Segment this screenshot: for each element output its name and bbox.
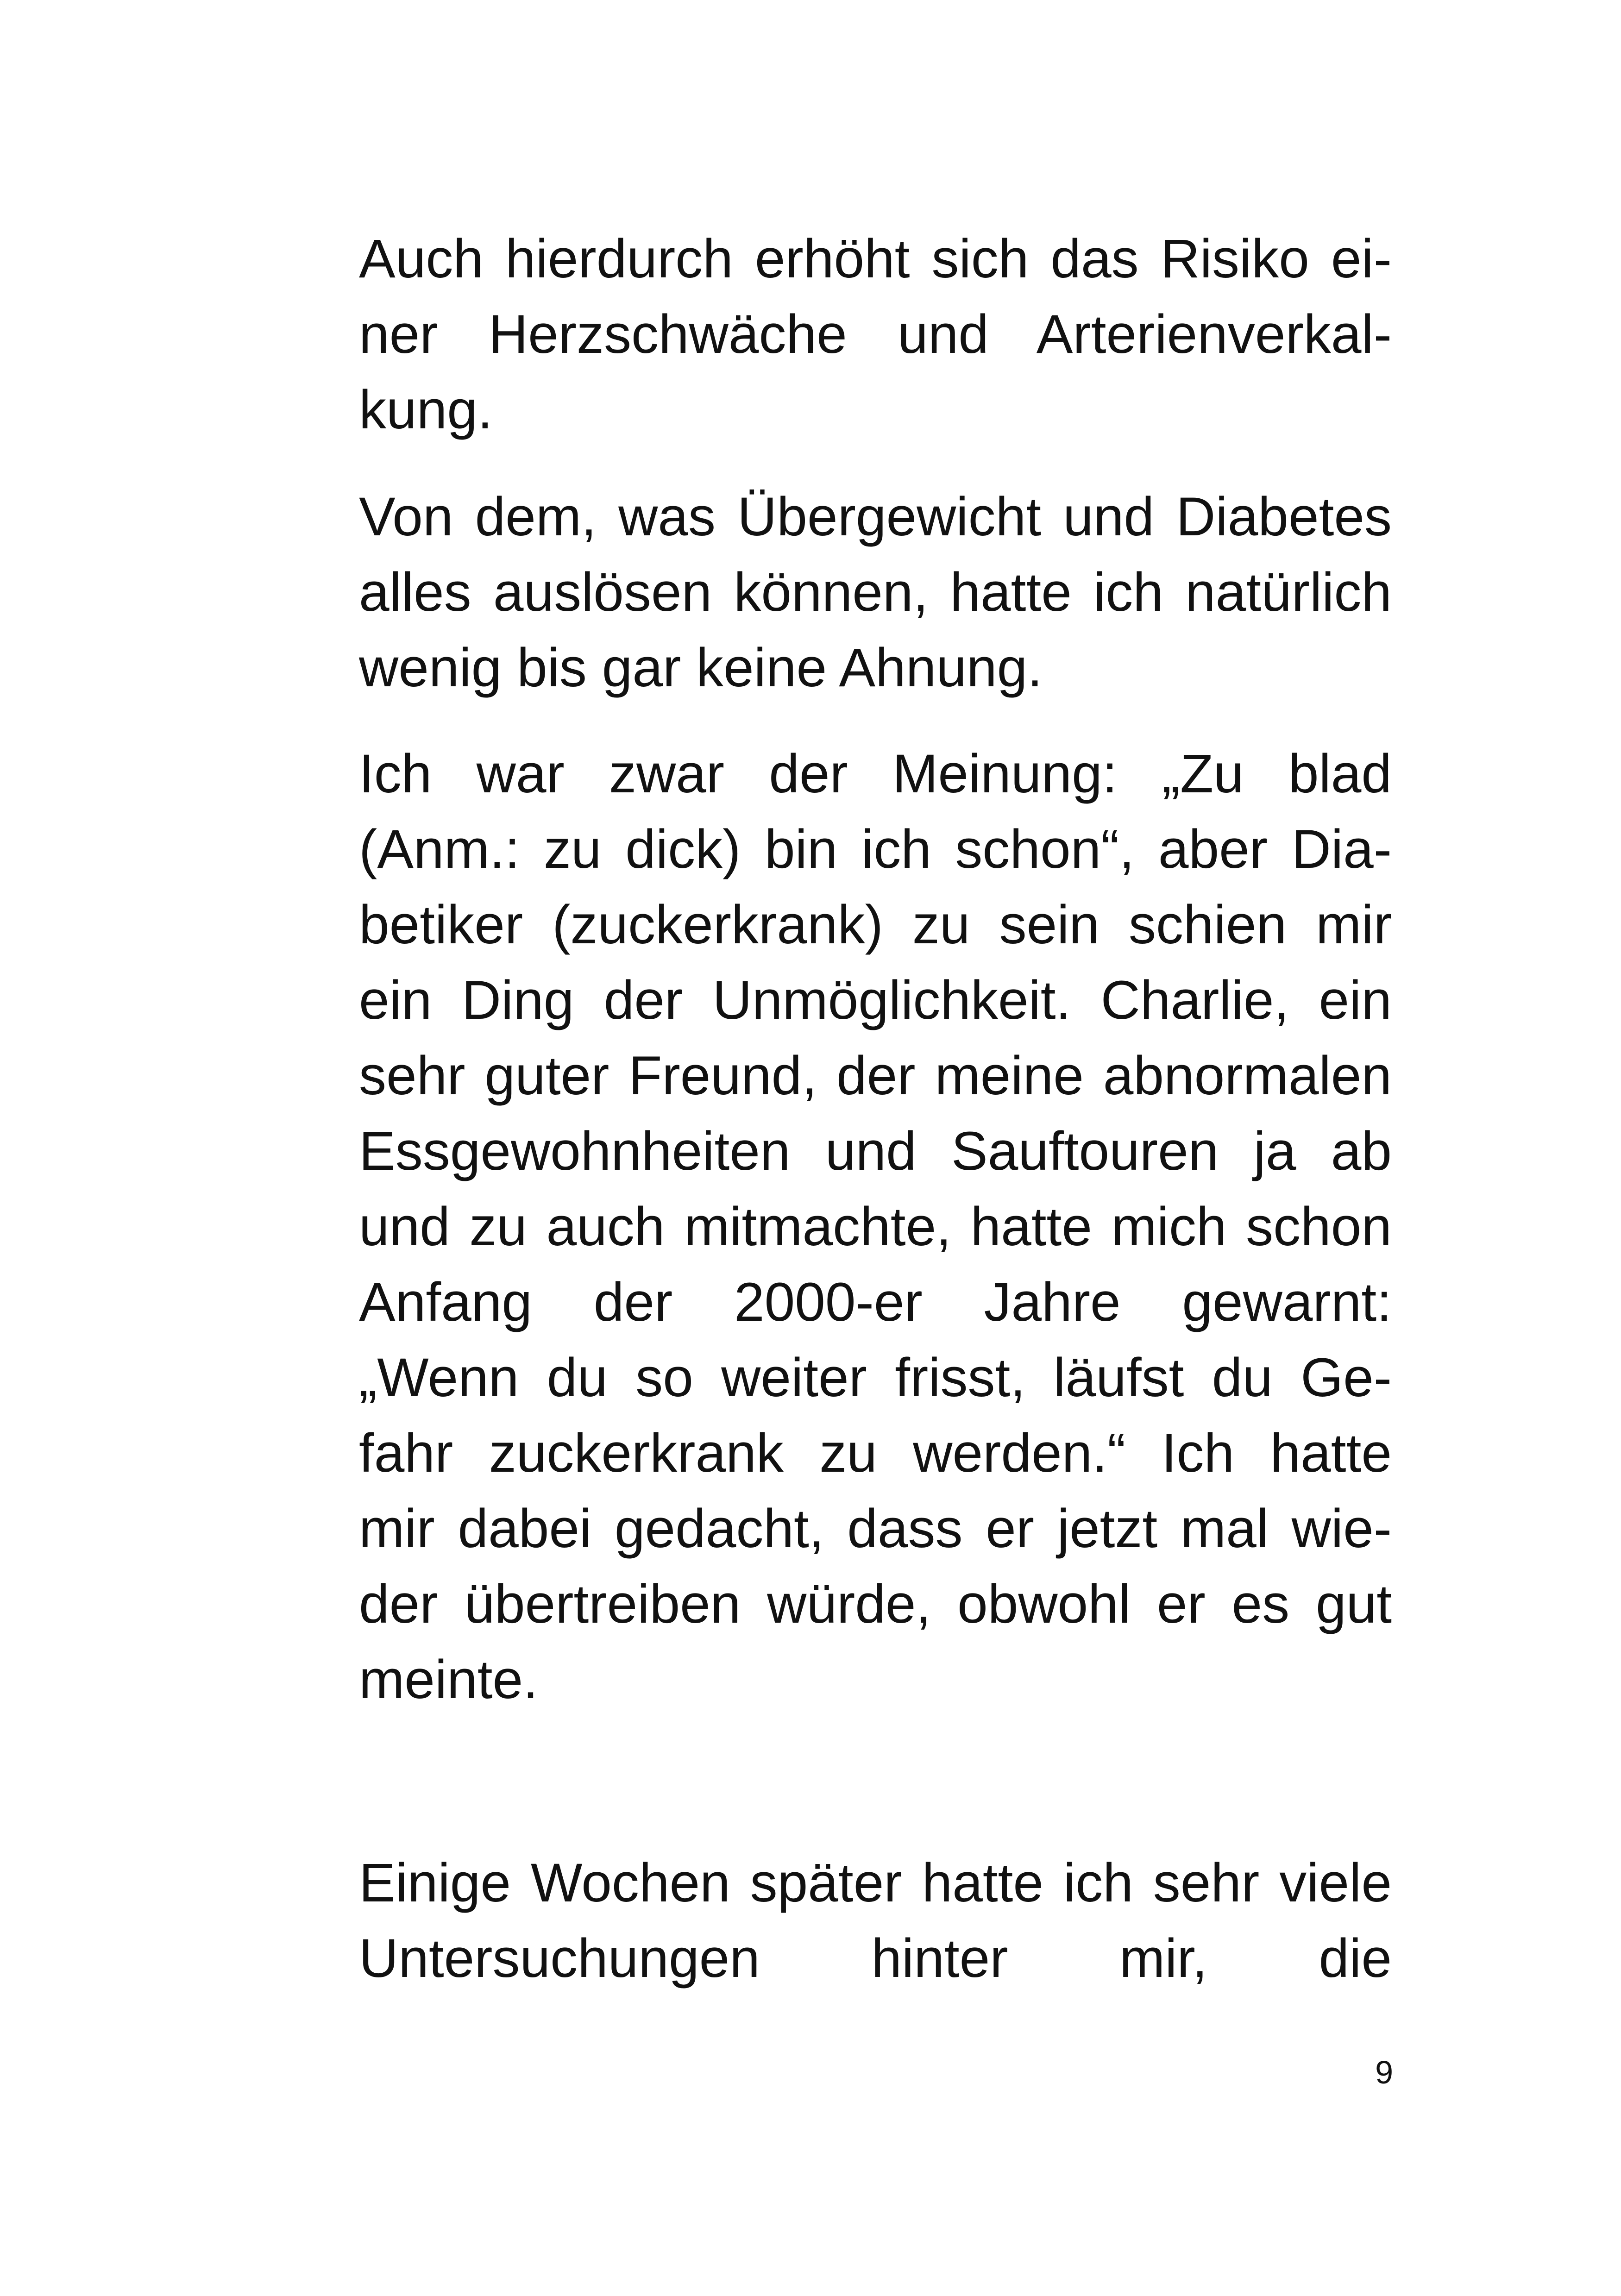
paragraph [359, 1845, 1392, 1996]
text-line: sehr guter Freund, der meine abnormalen [359, 1045, 1392, 1106]
text-line: (Anm.: zu dick) bin ich schon“, aber Dia- [359, 819, 1392, 880]
text-line: betiker (zuckerkrank) zu sein schien mir [359, 894, 1392, 955]
text-line: mir dabei gedacht, dass er jetzt mal wie- [359, 1498, 1392, 1559]
text-line: ein Ding der Unmöglichkeit. Charlie, ein [359, 970, 1392, 1031]
text-line: Von dem, was Übergewicht und Diabetes [359, 486, 1392, 547]
text-line: Untersuchungen hinter mir, die [359, 1928, 1392, 1989]
text-line: Auch hierdurch erhöht sich das Risiko ei- [359, 228, 1392, 289]
text-line: alles auslösen können, hatte ich natürlich [359, 562, 1392, 623]
page-number: 9 [1375, 2054, 1393, 2090]
text-line: der übertreiben würde, obwohl er es gut [359, 1574, 1392, 1635]
text-line: Ich war zwar der Meinung: „Zu blad [359, 743, 1392, 804]
text-line: Anfang der 2000-er Jahre gewarnt: [359, 1272, 1392, 1333]
text-line: kung. [359, 379, 493, 440]
text-line: „Wenn du so weiter frisst, läufst du Ge- [359, 1347, 1392, 1408]
text-line: ner Herzschwäche und Arterienverkal- [359, 304, 1392, 365]
text-line: Einige Wochen später hatte ich sehr viele [359, 1852, 1392, 1913]
paragraph [359, 479, 1392, 706]
text-line: meinte. [359, 1649, 538, 1710]
text-line: Essgewohnheiten und Sauftouren ja ab [359, 1121, 1392, 1182]
paragraph [359, 221, 1392, 448]
text-line: fahr zuckerkrank zu werden.“ Ich hatte [359, 1423, 1392, 1484]
paragraph [359, 736, 1392, 1718]
text-line: und zu auch mitmachte, hatte mich schon [359, 1196, 1392, 1257]
text-line: wenig bis gar keine Ahnung. [359, 637, 1043, 698]
